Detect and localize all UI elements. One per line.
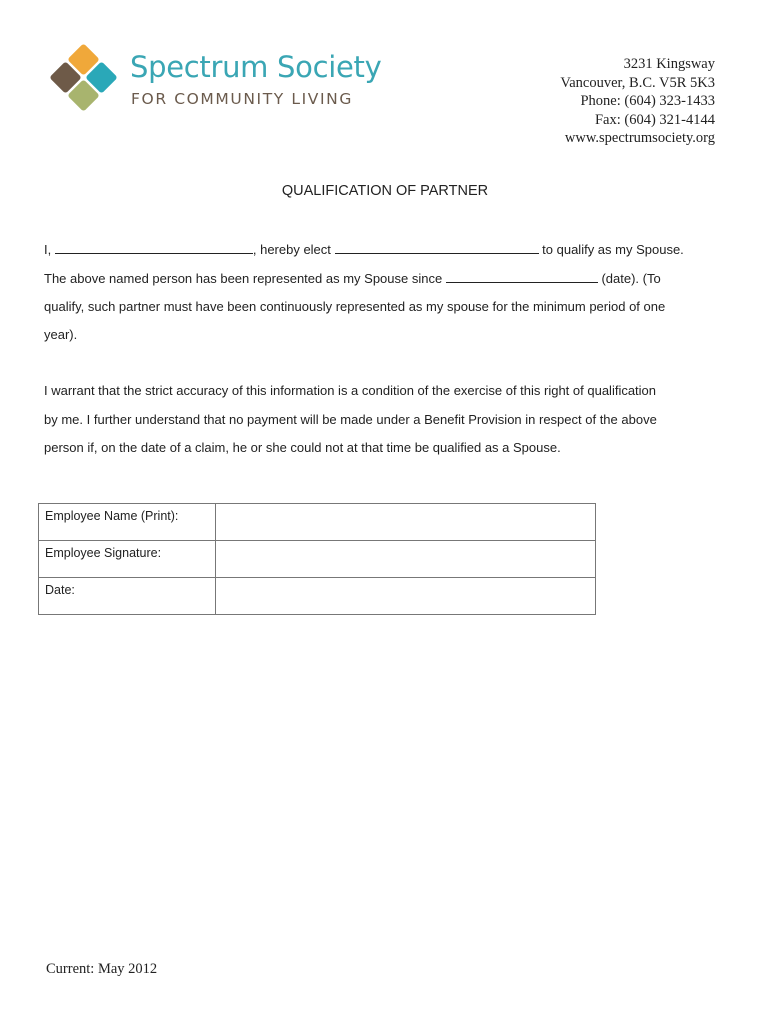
logo-mark-icon: [44, 44, 124, 118]
date-label: Date:: [39, 578, 216, 615]
address-website[interactable]: www.spectrumsociety.org: [564, 130, 715, 147]
date-field[interactable]: [215, 578, 595, 615]
partner-name-blank[interactable]: [335, 240, 539, 254]
footer-current-date: Current: May 2012: [46, 961, 158, 977]
address-block: [560, 55, 715, 148]
election-paragraph: [44, 240, 734, 350]
employee-name-row: [39, 504, 596, 541]
employee-form-table: [38, 503, 596, 615]
employee-name-field[interactable]: [215, 504, 595, 541]
text-date-to: (date). (To: [601, 271, 661, 286]
logo-tagline: FOR COMMUNITY LIVING: [131, 90, 353, 108]
warranty-line-3: person if, on the date of a claim, he or she could not at that time be qualified as a Spouse.: [44, 440, 561, 455]
employee-name-blank[interactable]: [55, 240, 253, 254]
warranty-line-1: I warrant that the strict accuracy of this information is a condition of the exercise of this right of qualification: [44, 383, 657, 398]
text-represented-since: The above named person has been represented as my Spouse since: [44, 271, 443, 286]
address-street: 3231 Kingsway: [623, 56, 715, 72]
address-phone: Phone: (604) 323-1433: [580, 93, 715, 110]
warranty-paragraph: [44, 382, 734, 462]
text-hereby-elect: , hereby elect: [252, 242, 331, 257]
election-line-4: year).: [44, 327, 78, 342]
election-line-3: qualify, such partner must have been continuously represented as my spouse for the minimum period of one: [44, 299, 666, 314]
page-title: QUALIFICATION OF PARTNER: [281, 183, 489, 199]
date-row: [39, 578, 596, 615]
employee-name-label: Employee Name (Print):: [39, 504, 216, 541]
election-line-1: [44, 240, 684, 258]
employee-signature-label: Employee Signature:: [39, 541, 216, 578]
election-line-2: [44, 269, 661, 287]
employee-signature-field[interactable]: [215, 541, 595, 578]
address-fax: Fax: (604) 321-4144: [594, 111, 715, 128]
spectrum-society-logo: [44, 44, 382, 118]
address-city: Vancouver, B.C. V5R 5K3: [560, 74, 715, 91]
logo-name: Spectrum Society: [130, 50, 382, 84]
text-i: I,: [44, 242, 52, 257]
since-date-blank[interactable]: [446, 269, 598, 283]
warranty-line-2: by me. I further understand that no payment will be made under a Benefit Provision in respect of the above: [44, 412, 657, 427]
text-qualify-spouse: to qualify as my Spouse.: [542, 242, 684, 257]
employee-signature-row: [39, 541, 596, 578]
